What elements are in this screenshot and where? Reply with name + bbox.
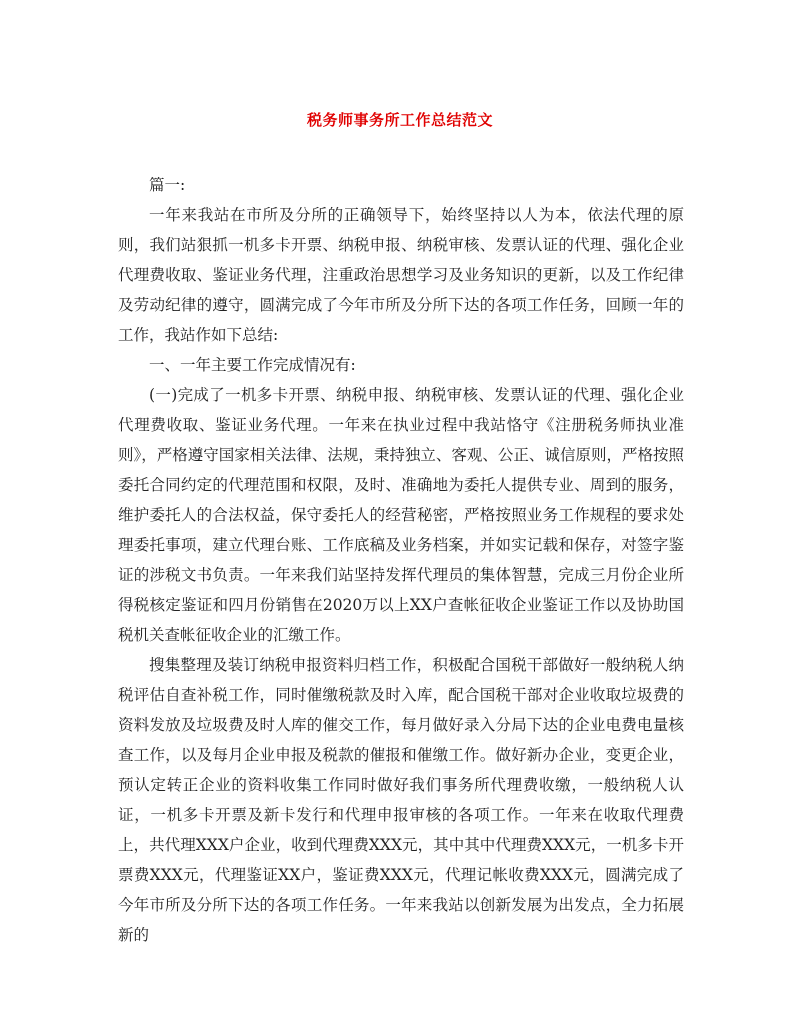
body-paragraph: 搜集整理及装订纳税申报资料归档工作，积极配合国税干部做好一般纳税人纳税评估自查补税工作，同时催缴税款及时入库，配合国税干部对企业收取垃圾费的资料发放及垃圾费及时人库的催交工作，每月做好录入分局下达的企业电费电量核查工作，以及每月企业申报及税款的催报和催缴工作。做好新办企业，变更企业，预认定转正企业的资料收集工作同时做好我们事务所代理费收缴，一般纳税人认证，一机多卡开票及新卡发行和代理申报审核的各项工作。一年来在收取代理费上，共代理XXX户企业，收到代理费XXX元，其中其中代理费XXX元，一机多卡开票费XXX元，代理鉴证XX户，鉴证费XXX元，代理记帐收费XXX元，圆满完成了今年市所及分所下达的各项工作任务。一年来我站以创新发展为出发点，全力拓展新的 [118,656,684,944]
intro-paragraph: 一年来我站在市所及分所的正确领导下，始终坚持以人为本，依法代理的原则，我们站狠抓一机多卡开票、纳税申报、纳税审核、发票认证的代理、强化企业代理费收取、鉴证业务代理，注重政治思想学习及业务知识的更新，以及工作纪律及劳动纪律的遵守，圆满完成了今年市所及分所下达的各项工作任务，回顾一年的工作，我站作如下总结: [118,206,684,344]
document-title: 税务师事务所工作总结范文 [306,111,493,129]
document-body [118,170,684,950]
body-paragraph: (一)完成了一机多卡开票、纳税申报、纳税审核、发票认证的代理、强化企业代理费收取、鉴证业务代理。一年来在执业过程中我站恪守《注册税务师执业准则》，严格遵守国家相关法律、法规，秉持独立、客观、公正、诚信原则，严格按照委托合同约定的代理范围和权限，及时、准确地为委托人提供专业、周到的服务，维护委托人的合法权益，保守委托人的经营秘密，严格按照业务工作规程的要求处理委托事项，建立代理台账、工作底稿及业务档案，并如实记载和保存，对签字鉴证的涉税文书负责。一年来我们站坚持发挥代理员的集体智慧，完成三月份企业所得税核定鉴证和四月份销售在2020万以上XX户查帐征收企业鉴证工作以及协助国税机关查帐征收企业的汇缴工作。 [118,386,684,644]
section-label: 篇一: [149,176,186,194]
section-heading: 一、一年主要工作完成情况有: [149,356,356,374]
